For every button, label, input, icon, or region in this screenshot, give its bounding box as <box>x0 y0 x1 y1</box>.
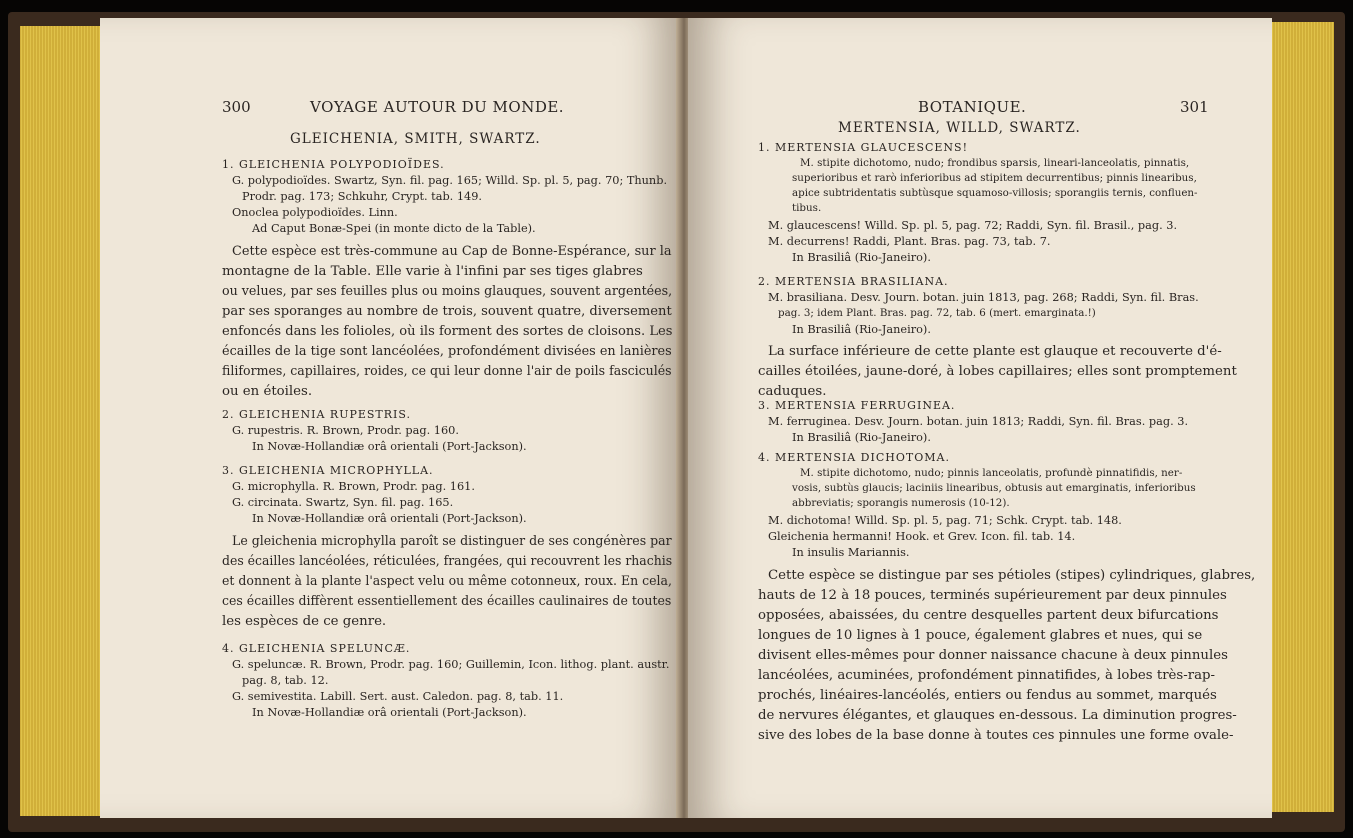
paragraph-line: et donnent à la plante l'aspect velu ou même cotonneux, roux. En cela, <box>222 574 673 589</box>
description-line: apice subtridentatis subtùsque squamoso-villosis; sporangiis ternis, confluen- <box>792 187 1198 199</box>
paragraph-line: hauts de 12 à 18 pouces, terminés supérieurement par deux pinnules <box>758 588 1227 603</box>
paragraph-line: prochés, linéaires-lancéolés, entiers ou fendus au sommet, marqués <box>758 688 1217 703</box>
paragraph-line: les espèces de ce genre. <box>222 614 387 629</box>
paragraph-line: ou velues, par ses feuilles plus ou moins glauques, souvent argentées, <box>222 284 673 299</box>
page-edges-left <box>20 26 108 816</box>
reference-line: M. ferruginea. Desv. Journ. botan. juin 1813; Raddi, Syn. fil. Bras. pag. 3. <box>768 415 1189 428</box>
paragraph-line: divisent elles-mêmes pour donner naissance chacune à deux pinnules <box>758 648 1228 663</box>
paragraph-line: ou en étoiles. <box>222 384 313 399</box>
reference-line: Onoclea polypodioïdes. Linn. <box>232 206 398 219</box>
paragraph-line: caduques. <box>758 384 827 399</box>
reference-line: M. dichotoma! Willd. Sp. pl. 5, pag. 71; Schk. Crypt. tab. 148. <box>768 514 1122 527</box>
paragraph-line: des écailles lancéolées, réticulées, frangées, qui recouvrent les rhachis <box>222 554 673 569</box>
description-line: M. stipite dichotomo, nudo; frondibus sparsis, lineari-lanceolatis, pinnatis, <box>800 157 1190 169</box>
reference-line: Prodr. pag. 173; Schkuhr, Crypt. tab. 149. <box>242 190 483 203</box>
paragraph-line: montagne de la Table. Elle varie à l'infini par ses tiges glabres <box>222 264 643 279</box>
paragraph-line: opposées, abaissées, du centre desquelles partent deux bifurcations <box>758 608 1219 623</box>
genus-heading: GLEICHENIA, SMITH, SWARTZ. <box>290 131 541 147</box>
running-head: BOTANIQUE. <box>918 98 1027 116</box>
paragraph-line: longues de 10 lignes à 1 pouce, également glabres et nues, qui se <box>758 628 1203 643</box>
reference-line: G. speluncæ. R. Brown, Prodr. pag. 160; Guillemin, Icon. lithog. plant. austr. <box>232 658 670 671</box>
species-heading: 2. GLEICHENIA RUPESTRIS. <box>222 408 412 421</box>
paragraph-line: écailles de la tige sont lancéolées, profondément divisées en lanières <box>222 344 672 359</box>
reference-line: pag. 3; idem Plant. Bras. pag. 72, tab. 6 (mert. emarginata.!) <box>778 307 1096 319</box>
paragraph-line: enfoncés dans les folioles, où ils forment des sortes de cloisons. Les <box>222 324 673 339</box>
species-heading: 3. MERTENSIA FERRUGINEA. <box>758 399 956 412</box>
species-heading: 4. GLEICHENIA SPELUNCÆ. <box>222 642 411 655</box>
locality-line: In insulis Mariannis. <box>792 546 910 559</box>
reference-line: G. circinata. Swartz, Syn. fil. pag. 165. <box>232 496 454 509</box>
reference-line: G. rupestris. R. Brown, Prodr. pag. 160. <box>232 424 459 437</box>
reference-line: pag. 8, tab. 12. <box>242 674 329 687</box>
paragraph-line: sive des lobes de la base donne à toutes ces pinnules une forme ovale- <box>758 728 1234 743</box>
locality-line: In Brasiliâ (Rio-Janeiro). <box>792 251 931 264</box>
description-line: superioribus et rarò inferioribus ad stipitem decurrentibus; pinnis linearibus, <box>792 172 1197 184</box>
locality-line: In Brasiliâ (Rio-Janeiro). <box>792 431 931 444</box>
page-number: 300 <box>222 98 251 116</box>
reference-line: G. semivestita. Labill. Sert. aust. Caledon. pag. 8, tab. 11. <box>232 690 564 703</box>
paragraph-line: de nervures élégantes, et glauques en-dessous. La diminution progres- <box>758 708 1237 723</box>
description-line: abbreviatis; sporangis numerosis (10-12). <box>792 497 1010 509</box>
locality-line: In Brasiliâ (Rio-Janeiro). <box>792 323 931 336</box>
locality-line: In Novæ-Hollandiæ orâ orientali (Port-Jackson). <box>252 706 527 719</box>
reference-line: M. decurrens! Raddi, Plant. Bras. pag. 73, tab. 7. <box>768 235 1051 248</box>
paragraph-line: cailles étoilées, jaune-doré, à lobes capillaires; elles sont promptement <box>758 364 1237 379</box>
paragraph-line: lancéolées, acuminées, profondément pinnatifides, à lobes très-rap- <box>758 668 1216 683</box>
page-edges-right <box>1268 22 1334 812</box>
locality-line: In Novæ-Hollandiæ orâ orientali (Port-Jackson). <box>252 512 527 525</box>
description-line: vosis, subtùs glaucis; laciniis linearibus, obtusis aut emarginatis, inferioribus <box>792 482 1196 494</box>
description-line: M. stipite dichotomo, nudo; pinnis lanceolatis, profundè pinnatifidis, ner- <box>800 467 1183 479</box>
paragraph-line: Le gleichenia microphylla paroît se distinguer de ses congénères par <box>232 534 672 549</box>
paragraph-line: Cette espèce se distingue par ses pétioles (stipes) cylindriques, glabres, <box>768 568 1256 583</box>
genus-heading: MERTENSIA, WILLD, SWARTZ. <box>838 120 1081 136</box>
left-page <box>100 18 680 818</box>
paragraph-line: La surface inférieure de cette plante est glauque et recouverte d'é- <box>768 344 1222 359</box>
reference-line: M. brasiliana. Desv. Journ. botan. juin 1813, pag. 268; Raddi, Syn. fil. Bras. <box>768 291 1199 304</box>
species-heading: 3. GLEICHENIA MICROPHYLLA. <box>222 464 434 477</box>
page-number: 301 <box>1180 98 1209 116</box>
species-heading: 1. MERTENSIA GLAUCESCENS! <box>758 141 969 154</box>
species-heading: 1. GLEICHENIA POLYPODIOÏDES. <box>222 158 445 171</box>
paragraph-line: filiformes, capillaires, roides, ce qui leur donne l'air de poils fasciculés <box>222 364 672 379</box>
description-line: tibus. <box>792 202 822 214</box>
locality-line: In Novæ-Hollandiæ orâ orientali (Port-Jackson). <box>252 440 527 453</box>
reference-line: Gleichenia hermanni! Hook. et Grev. Icon. fil. tab. 14. <box>768 530 1076 543</box>
paragraph-line: Cette espèce est très-commune au Cap de Bonne-Espérance, sur la <box>232 244 672 259</box>
paragraph-line: ces écailles diffèrent essentiellement des écailles caulinaires de toutes <box>222 594 672 609</box>
paragraph-line: par ses sporanges au nombre de trois, souvent quatre, diversement <box>222 304 672 319</box>
species-heading: 2. MERTENSIA BRASILIANA. <box>758 275 949 288</box>
running-head: VOYAGE AUTOUR DU MONDE. <box>310 98 565 116</box>
reference-line: M. glaucescens! Willd. Sp. pl. 5, pag. 72; Raddi, Syn. fil. Brasil., pag. 3. <box>768 219 1178 232</box>
locality-line: Ad Caput Bonæ-Spei (in monte dicto de la Table). <box>252 222 536 235</box>
reference-line: G. polypodioïdes. Swartz, Syn. fil. pag. 165; Willd. Sp. pl. 5, pag. 70; Thunb. <box>232 174 668 187</box>
right-page <box>688 18 1272 818</box>
species-heading: 4. MERTENSIA DICHOTOMA. <box>758 451 950 464</box>
reference-line: G. microphylla. R. Brown, Prodr. pag. 161. <box>232 480 475 493</box>
